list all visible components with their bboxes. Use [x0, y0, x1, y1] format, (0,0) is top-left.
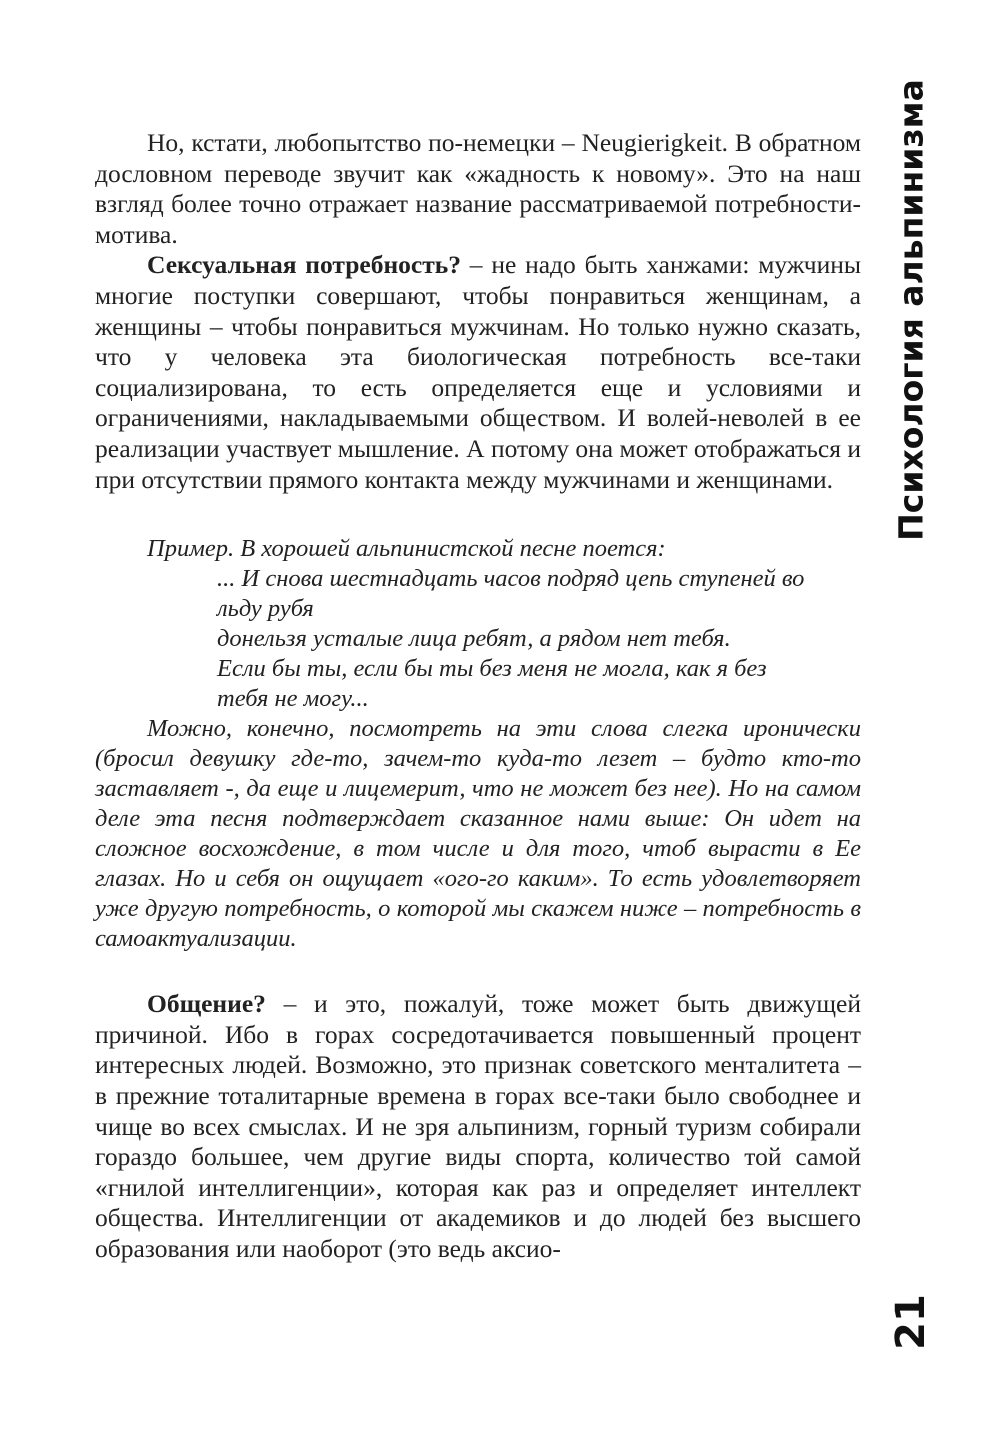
page-number-text: 21	[888, 1294, 934, 1350]
running-title	[888, 79, 934, 541]
song-verse	[217, 564, 811, 714]
example-comment: Можно, конечно, посмотреть на эти слова слегка иронически (бросил девушку где-то, зачем-то куда-то лезет – будто кто-то заставляет -, да еще и лицемерит, что не может без нее). Но на самом деле эта песня подтверждает сказанное нами выше: Он идет на сложное восхождение, в том числе и для того, чтоб вырасти в Ее глазах. Но и себя он ощущает «ого-го каким». То есть удовлетворяет уже другую потребность, о которой мы скажем ниже – потребность в самоактуализации.	[95, 715, 861, 953]
paragraph-communication: Общение? – и это, пожалуй, тоже может быть движущей причиной. Ибо в горах сосредотачивается повышенный процент интересных людей. Возможно, это признак советского менталитета – в прежние тоталитарные времена в горах все-таки было свободнее и чище во всех смыслах. И не зря альпинизм, горный туризм собирали гораздо большее, чем другие виды спорта, количество той самой «гнилой интеллигенции», которая как раз и определяет интеллект общества. Интеллигенции от академиков и до людей без высшего образования или наоборот (это ведь аксио-	[95, 989, 861, 1263]
verse-line: донельзя усталые лица ребят, а рядом нет тебя.	[217, 625, 731, 653]
verse-line: ... И снова шестнадцать часов подряд цепь ступеней во льду рубя	[217, 565, 805, 623]
running-title-text: Психология альпинизма	[891, 79, 931, 541]
paragraph-lead: Общение?	[147, 989, 266, 1019]
example-intro: Пример. В хорошей альпинистской песне поется:	[147, 535, 666, 563]
page-number	[884, 1292, 938, 1352]
paragraph-curiosity: Но, кстати, любопытство по-немецки – Neugierigkeit. В обратном дословном переводе звучит как «жадность к новому». Это на наш взгляд более точно отражает название рассматриваемой потребности-мотива.	[95, 128, 861, 249]
page-body	[95, 128, 861, 1264]
example-block	[95, 534, 861, 954]
verse-line: Если бы ты, если бы ты без меня не могла, как я без тебя не могу...	[217, 655, 767, 713]
paragraph-lead: Сексуальная потребность?	[147, 250, 462, 280]
paragraph-sexual-need: Сексуальная потребность? – не надо быть ханжами: мужчины многие поступки совершают, чтобы понравиться женщинам, а женщины – чтобы понравиться мужчинам. Но только нужно сказать, что у человека эта биологическая потребность все-таки социализирована, то есть определяется еще и условиями и ограничениями, накладываемыми обществом. И волей-неволей в ее реализации участвует мышление. А потому она может отображаться и при отсутствии прямого контакта между мужчинами и женщинами.	[95, 250, 861, 494]
